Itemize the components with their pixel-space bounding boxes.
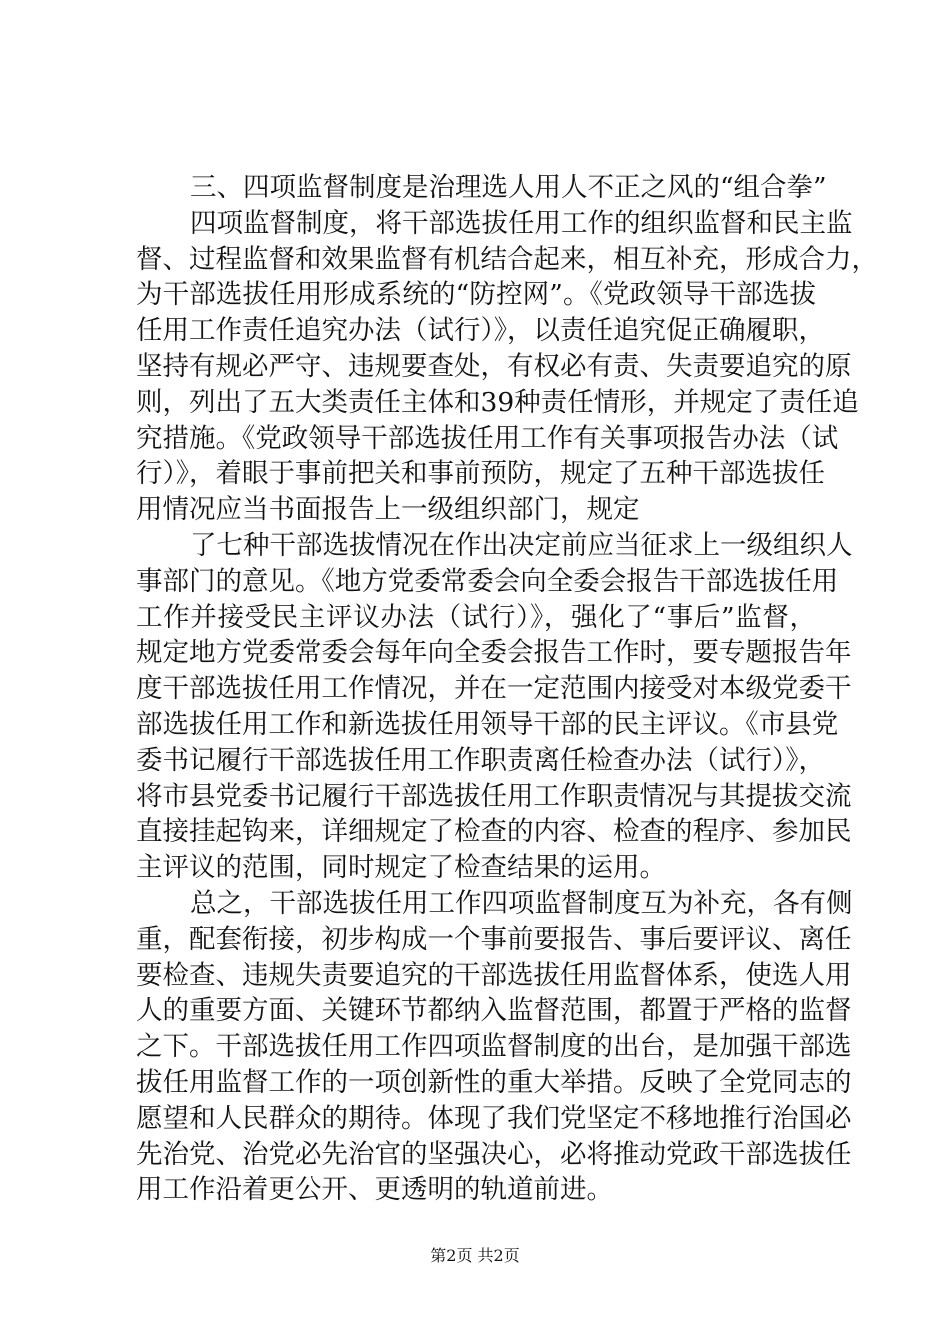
paragraph-line: 任用工作责任追究办法（试行）》，以责任追究促正确履职，: [136, 315, 825, 347]
paragraph-line: 愿望和人民群众的期待。体现了我们党坚定不移地推行治国必: [136, 1102, 852, 1134]
paragraph-line: 要检查、违规失责要追究的干部选拔任用监督体系，使选人用: [136, 959, 852, 991]
paragraph-line: 四项监督制度，将干部选拔任用工作的组织监督和民主监: [190, 207, 853, 239]
paragraph-line: 委书记履行干部选拔任用工作职责离任检查办法（试行）》，: [136, 744, 825, 776]
paragraph-line: 主评议的范围，同时规定了检查结果的运用。: [136, 852, 666, 884]
paragraph-line: 部选拔任用工作和新选拔任用领导干部的民主评议。《市县党: [136, 708, 839, 740]
paragraph-line: 则，列出了五大类责任主体和39种责任情形，并规定了责任追: [136, 386, 859, 418]
paragraph-line: 将市县党委书记履行干部选拔任用工作职责情况与其提拔交流: [136, 780, 852, 812]
paragraph-line: 了七种干部选拔情况在作出决定前应当征求上一级组织人: [190, 529, 853, 561]
paragraph-line: 重，配套衔接，初步构成一个事前要报告、事后要评议、离任: [136, 923, 852, 955]
paragraph-line: 先治党、治党必先治官的坚强决心，必将推动党政干部选拔任: [136, 1138, 852, 1170]
paragraph-line: 之下。干部选拔任用工作四项监督制度的出台，是加强干部选: [136, 1031, 852, 1063]
paragraph-line: 拔任用监督工作的一项创新性的重大举措。反映了全党同志的: [136, 1066, 852, 1098]
paragraph-line: 人的重要方面、关键环节都纳入监督范围，都置于严格的监督: [136, 995, 852, 1027]
section-heading: 三、四项监督制度是治理选人用人不正之风的“组合拳”: [190, 172, 827, 203]
paragraph-line: 直接挂起钩来，详细规定了检查的内容、检查的程序、参加民: [136, 816, 852, 848]
paragraph-line: 为干部选拔任用形成系统的“防控网”。《党政领导干部选拔: [136, 279, 816, 311]
paragraph-line: 规定地方党委常委会每年向全委会报告工作时，要专题报告年: [136, 637, 852, 669]
paragraph-line: 度干部选拔任用工作情况，并在一定范围内接受对本级党委干: [136, 673, 852, 705]
paragraph-line: 坚持有规必严守、违规要查处，有权必有责、失责要追究的原: [136, 350, 852, 382]
paragraph-line: 工作并接受民主评议办法（试行）》，强化了“事后”监督，: [136, 601, 816, 633]
paragraph-line: 用工作沿着更公开、更透明的轨道前进。: [136, 1174, 613, 1206]
paragraph-line: 督、过程监督和效果监督有机结合起来，相互补充，形成合力，: [136, 243, 878, 275]
document-body: [136, 170, 878, 1208]
paragraph-line: 行）》，着眼于事前把关和事前预防，规定了五种干部选拔任: [136, 458, 825, 490]
paragraph-line: 总之，干部选拔任用工作四项监督制度互为补充，各有侧: [190, 887, 853, 919]
page-number-footer: 第2页 共2页: [430, 1246, 520, 1265]
paragraph-line: 用情况应当书面报告上一级组织部门，规定: [136, 494, 640, 526]
paragraph-line: 究措施。《党政领导干部选拔任用工作有关事项报告办法（试: [136, 422, 839, 454]
paragraph-3: [136, 886, 853, 1208]
paragraph-1: [136, 206, 878, 528]
paragraph-line: 事部门的意见。《地方党委常委会向全委会报告干部选拔任用: [136, 565, 839, 597]
paragraph-2: [136, 528, 853, 886]
